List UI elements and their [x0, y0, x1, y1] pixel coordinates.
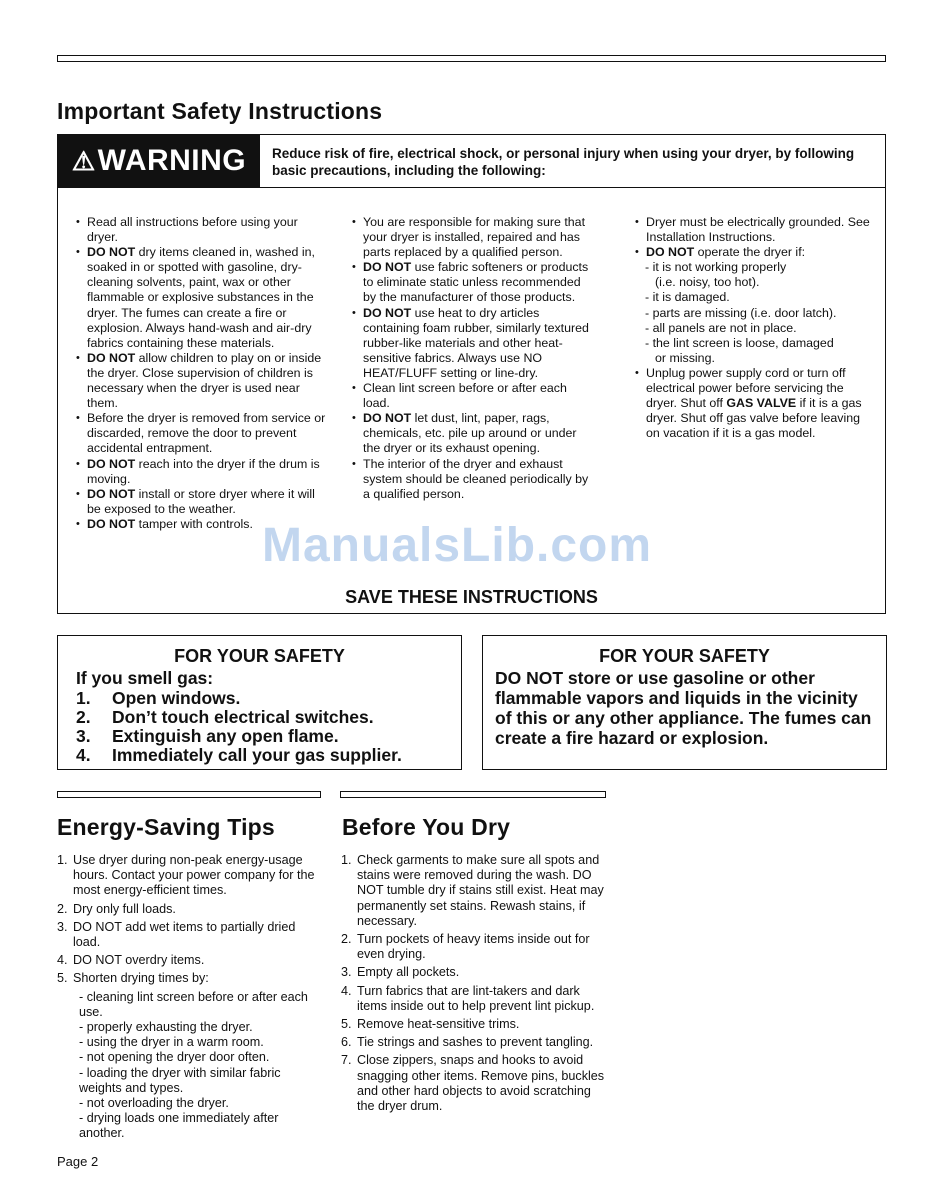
list-item: [352, 411, 592, 456]
sub-item: - drying loads one immediately after another.: [79, 1111, 279, 1141]
gas-step-text: Extinguish any open flame.: [112, 726, 339, 746]
do-not-keyword: DO NOT: [87, 456, 136, 471]
list-item: [57, 853, 325, 899]
do-not-keyword: DO NOT: [363, 305, 412, 320]
gas-step-text: Immediately call your gas supplier.: [112, 745, 402, 765]
list-item-text: Unplug power supply cord or turn off electrical power before servicing the dryer. Shut off: [646, 365, 846, 411]
list-item-text: Remove heat-sensitive trims.: [357, 1017, 520, 1032]
list-item-number: 4.: [57, 953, 68, 968]
smell-gas-lead: If you smell gas:: [76, 668, 214, 688]
list-item: [76, 245, 326, 351]
list-item-number: 1.: [341, 853, 352, 867]
warning-column-2: [352, 215, 592, 502]
list-item-text: Read all instructions before using your dryer.: [87, 215, 298, 245]
energy-title: Energy-Saving Tips: [57, 814, 275, 840]
before-rule: [340, 791, 606, 798]
list-item: [57, 953, 325, 968]
list-item-text: Empty all pockets.: [357, 965, 460, 980]
list-item: [341, 1053, 606, 1114]
condition-item: - it is damaged.: [645, 290, 730, 305]
list-item-text: Clean lint screen before or after each load.: [363, 381, 567, 411]
list-item: [341, 932, 606, 962]
list-item: [57, 971, 325, 986]
list-item-text: Turn fabrics that are lint-takers and dark items inside out to help prevent lint pickup.: [357, 983, 595, 1013]
do-not-keyword: DO NOT: [87, 245, 136, 260]
list-item: [57, 902, 325, 917]
list-item-number: 5.: [341, 1017, 352, 1032]
list-item-text: install or store dryer where it will be exposed to the weather.: [87, 486, 315, 516]
warning-list-3b: [635, 366, 870, 441]
list-item-text: operate the dryer if:: [694, 245, 806, 260]
list-item-text: Use dryer during non-peak energy-usage hours. Contact your power company for the most energy-efficient times.: [73, 853, 315, 898]
list-item: [341, 1017, 606, 1032]
watermark: ManualsLib.com: [262, 519, 653, 572]
list-item: [352, 381, 592, 411]
list-item: [352, 215, 592, 260]
safety-box-vapors: [482, 635, 887, 770]
warning-header: [58, 135, 885, 188]
condition-item: - it is not working properly: [645, 260, 787, 275]
gas-step-number: 4.: [76, 745, 91, 765]
list-item-text: Tie strings and sashes to prevent tangling.: [357, 1035, 594, 1050]
warning-triangle-icon: ⚠: [71, 145, 96, 176]
gas-step-number: 2.: [76, 707, 91, 727]
gas-step-number: 3.: [76, 726, 91, 746]
list-item: [352, 457, 592, 502]
sub-item: - using the dryer in a warm room.: [79, 1035, 264, 1050]
gas-step-number: 1.: [76, 688, 91, 708]
gas-step: [76, 746, 443, 765]
list-item-text: The interior of the dryer and exhaust system should be cleaned periodically by a qualified person.: [363, 456, 589, 501]
condition-item: or missing.: [655, 350, 715, 365]
gas-step: [76, 708, 443, 727]
do-not-keyword: DO NOT: [87, 350, 136, 365]
do-not-keyword: DO NOT: [87, 516, 136, 531]
sub-item: - not opening the dryer door often.: [79, 1050, 270, 1065]
energy-tips-list: [57, 853, 325, 1142]
warning-list-1: [76, 215, 326, 532]
list-item: [76, 457, 326, 487]
warning-intro: Reduce risk of fire, electrical shock, or personal injury when using your dryer, by following basic precautions, including the following:: [272, 146, 855, 178]
list-item-text: allow children to play on or inside the dryer. Close supervision of children is necessary when the dryer is used near them.: [87, 350, 322, 411]
gas-valve-keyword: GAS VALVE: [726, 396, 797, 411]
safety-box-gas: [57, 635, 462, 770]
sub-item: - loading the dryer with similar fabric weights and types.: [79, 1065, 281, 1095]
list-item-number: 3.: [57, 919, 68, 934]
list-item-number: 1.: [57, 853, 68, 867]
list-item-number: 2.: [57, 901, 68, 916]
list-item: [76, 351, 326, 411]
list-item-text: if it is a gas dryer. Shut off gas valve before leaving on vacation if it is a gas model.: [646, 396, 862, 441]
list-item-text: DO NOT add wet items to partially dried load.: [73, 919, 296, 950]
list-item-text: use heat to dry articles containing foam rubber, similarly textured rubber-like materials and other heat-sensitive fabrics. Always use NO HEAT/FLUFF setting or line-dry.: [363, 305, 589, 380]
list-item: [635, 366, 870, 441]
list-item-number: 5.: [57, 971, 68, 986]
list-item-text: let dust, lint, paper, rags, chemicals, etc. pile up around or under the dryer or its exhaust opening.: [363, 411, 577, 456]
do-not-keyword: DO NOT: [87, 486, 136, 501]
before-title: Before You Dry: [342, 814, 511, 840]
warning-list-3: [635, 215, 870, 260]
condition-item: (i.e. noisy, too hot).: [655, 275, 760, 290]
list-item: [57, 920, 325, 950]
warning-column-3: [635, 215, 870, 441]
list-item-text: You are responsible for making sure that your dryer is installed, repaired and has parts replaced by a qualified person.: [363, 215, 586, 260]
do-not-keyword: DO NOT: [363, 411, 412, 426]
list-item-text: tamper with controls.: [135, 516, 253, 531]
list-item-text: Shorten drying times by:: [73, 971, 209, 986]
sub-item: - properly exhausting the dryer.: [79, 1020, 253, 1035]
list-item: [76, 215, 326, 245]
page-number: Page 2: [57, 1154, 99, 1169]
top-rule: [57, 55, 886, 62]
sub-item: - not overloading the dryer.: [79, 1096, 229, 1111]
condition-item: - the lint screen is loose, damaged: [645, 335, 834, 350]
gas-step: [76, 727, 443, 746]
list-item-text: Dryer must be electrically grounded. See Installation Instructions.: [646, 215, 870, 245]
list-item: [352, 260, 592, 305]
condition-item: - parts are missing (i.e. door latch).: [645, 305, 837, 320]
list-item-number: 7.: [341, 1053, 352, 1068]
list-item-text: Before the dryer is removed from service or discarded, remove the door to prevent accidental entrapment.: [87, 411, 326, 456]
list-item: [341, 1035, 606, 1050]
warning-column-1: [76, 215, 326, 532]
list-item: [635, 245, 870, 260]
list-item: [341, 853, 606, 929]
energy-rule: [57, 791, 321, 798]
gas-step-text: Open windows.: [112, 688, 241, 708]
list-item-number: 3.: [341, 965, 352, 980]
list-item: [352, 306, 592, 381]
gas-steps-list: [76, 689, 443, 765]
list-item-text: use fabric softeners or products to eliminate static unless recommended by the manufacturer of those products.: [363, 260, 589, 305]
list-item: [635, 215, 870, 245]
warning-badge: [58, 135, 260, 187]
before-dry-list: [341, 853, 606, 1117]
condition-list: [635, 260, 870, 366]
list-item-text: dry items cleaned in, washed in, soaked in or spotted with gasoline, dry-cleaning solvents, paint, wax or other flammable or explosive substances in the dryer. The fumes can create a fire or explosion. Always hand-wash and air-dry fabrics containing these materials.: [87, 245, 315, 350]
condition-item: - all panels are not in place.: [645, 320, 797, 335]
warning-badge-label: WARNING: [97, 144, 247, 177]
list-item: [76, 487, 326, 517]
vapor-warning-text: DO NOT store or use gasoline or other flammable vapors and liquids in the vicinity of this or any other appliance. The fumes can create a fire hazard or explosion.: [495, 668, 872, 748]
page-heading: Important Safety Instructions: [57, 98, 383, 124]
warning-list-2: [352, 215, 592, 502]
save-instructions: SAVE THESE INSTRUCTIONS: [345, 587, 598, 607]
list-item-text: Check garments to make sure all spots and stains were removed during the wash. DO NOT tumble dry if stains still exist. Heat may permanently set stains. Rewash stains, if necessary.: [357, 853, 604, 928]
safety-title: FOR YOUR SAFETY: [599, 646, 770, 666]
gas-step: [76, 689, 443, 708]
do-not-keyword: DO NOT: [646, 245, 695, 260]
list-item: [341, 984, 606, 1014]
do-not-keyword: DO NOT: [363, 260, 412, 275]
list-item: [341, 965, 606, 980]
list-item-text: DO NOT overdry items.: [73, 953, 205, 968]
list-item-number: 4.: [341, 983, 352, 998]
sub-item: - cleaning lint screen before or after each use.: [79, 989, 308, 1019]
list-item-number: 2.: [341, 932, 352, 947]
list-item-number: 6.: [341, 1035, 352, 1050]
list-item-text: Close zippers, snaps and hooks to avoid snagging other items. Remove pins, buckles and other hard objects to avoid scratching the dryer drum.: [357, 1053, 605, 1114]
list-item-text: Turn pockets of heavy items inside out for even drying.: [357, 932, 590, 962]
list-item-text: Dry only full loads.: [73, 901, 176, 916]
list-item-text: reach into the dryer if the drum is moving.: [87, 456, 320, 486]
safety-title: FOR YOUR SAFETY: [174, 646, 345, 666]
gas-step-text: Don’t touch electrical switches.: [112, 707, 374, 727]
list-item: [76, 411, 326, 456]
